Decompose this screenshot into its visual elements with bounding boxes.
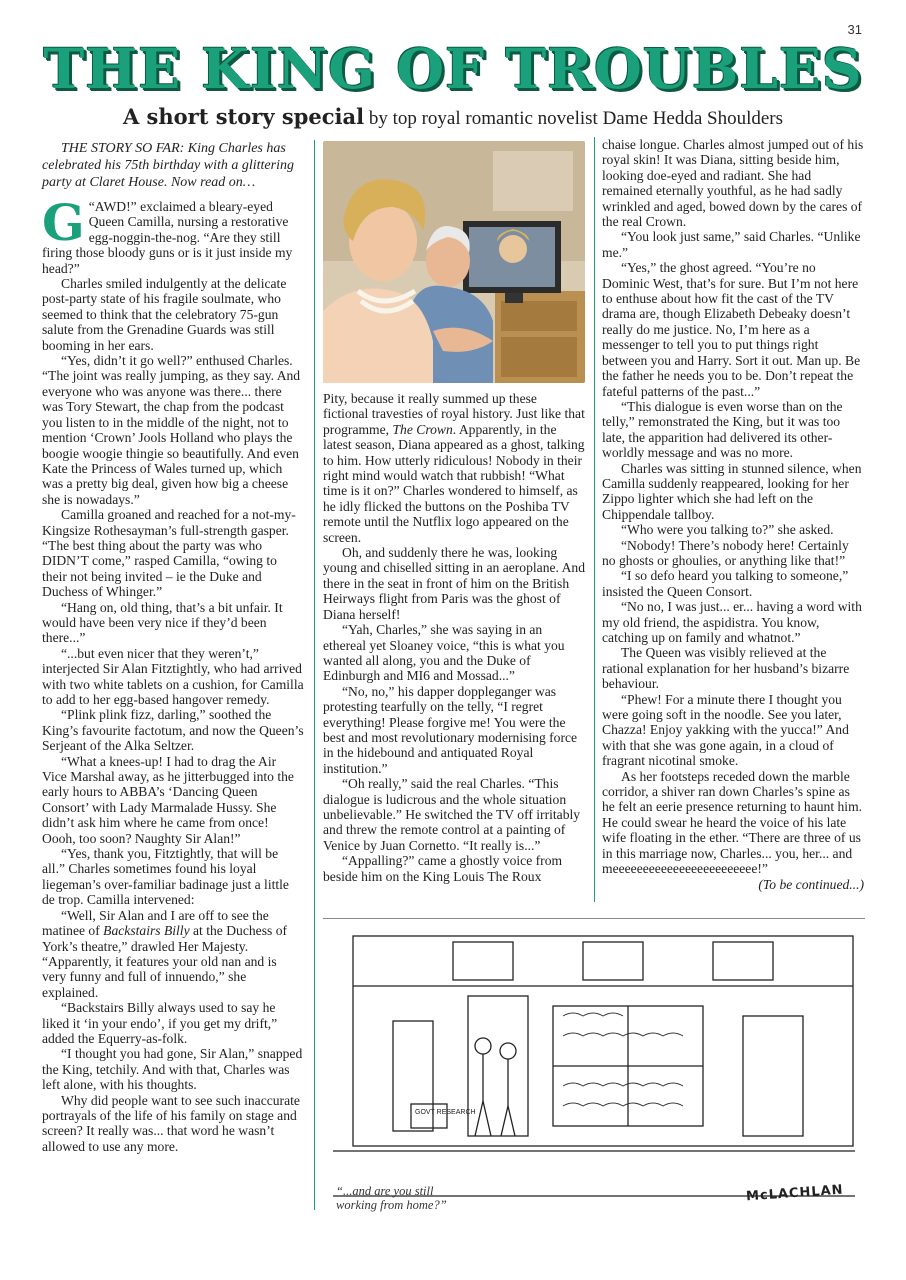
show-title: Backstairs Billy xyxy=(103,923,190,939)
subhead xyxy=(0,106,906,130)
paragraph: “Phew! For a minute there I thought you were going soft in the noodle. See you later, Chazza! Enjoy yakking with the yucca!” And with that she was gone again, in a cloud of fragrant nicotinal smoke. xyxy=(602,691,849,769)
paragraph: “Hang on, old thing, that’s a bit unfair. It would have been very nice if they’d been there...” xyxy=(42,599,283,646)
cartoonist-signature: McLACHLAN xyxy=(745,1182,845,1205)
paragraph: “Appalling?” came a ghostly voice from beside him on the King Louis The Roux xyxy=(323,853,563,884)
page-number: 31 xyxy=(847,22,862,37)
paragraph: “Who were you talking to?” she asked. xyxy=(621,522,834,538)
paragraph: “What a knees-up! I had to drag the Air Vice Marshal away, as he jitterbugged into the early hours to ABBA’s ‘Dancing Queen Consort’ with Lady Marmalade Hussy. She didn’t ask him where he came from once! Oooh, too soon? Naughty Sir Alan!” xyxy=(42,753,294,846)
paragraph: “This dialogue is even worse than on the telly,” remonstrated the King, but it was too late, the apparition had delivered its other-worldly message and was no more. xyxy=(602,398,843,461)
section-divider xyxy=(323,918,865,919)
paragraph: chaise longue. Charles almost jumped out of his royal skin! It was Diana, sitting beside him, looking doe-eyed and radiant. She had remained eternally youthful, as he had sadly wrinkled and aged, bowed down by the cares of the real Crown. xyxy=(602,137,864,230)
cartoon-sign-text: GOVT RESEARCH xyxy=(415,1109,476,1116)
dropcap-quote: “ xyxy=(88,199,95,214)
column-divider xyxy=(594,137,595,902)
paragraph: “Plink plink fizz, darling,” soothed the King’s favourite factotum, and now the Queen’s Serjeant of the Alka Seltzer. xyxy=(42,707,304,754)
headline: THE KING OF TROUBLES xyxy=(43,36,863,101)
opening-paragraph xyxy=(42,193,304,276)
cartoon xyxy=(323,926,865,1216)
column-1 xyxy=(42,140,304,1154)
text: . Apparently, in the latest season, Diana appeared as a ghost, talking to him. How utterly ridiculous! Nobody in their right mind would watch that rubbish! “What time is it on?” Charles wondered to himself, as he idly flicked the buttons on the Poshiba TV remote until the Nutflix logo appeared on the screen. xyxy=(323,421,585,545)
story-intro: THE STORY SO FAR: King Charles has celebrated his 75th birthday with a glittering party at Claret House. Now read on… xyxy=(42,141,294,190)
paragraph: “Yes, thank you, Fitztightly, that will be all.” Charles sometimes found his loyal liegeman’s over-familiar badinage just a little de trop. Camilla intervened: xyxy=(42,846,289,908)
paragraph: Camilla groaned and reached for a not-my-Kingsize Rothesayman’s full-strength gasper. “The best thing about the party was who DIDN’T come,” rasped Camilla, “owing to their not being invited – ie the Duke and Duchess of Whinger.” xyxy=(42,507,296,600)
cartoon-drawing xyxy=(323,926,865,1216)
opening-text: AWD!” exclaimed a bleary-eyed Queen Camilla, nursing a restorative egg-noggin-the-nog. “Are they still firing those bloody guns or is it just inside my head?” xyxy=(42,199,293,276)
to-be-continued: (To be continued...) xyxy=(758,876,864,892)
subhead-lead: A short story special xyxy=(122,104,365,129)
paragraph: “Yes,” the ghost agreed. “You’re no Dominic West, that’s for sure. But I’m not here to enthuse about how fit the cast of the TV drama are, though Elizabeth Debeaky doesn’t really do me justice. No, I’m here as a messenger to tell you to put things right between you and Harry. Sort it out. Man up. Be the father he needs you to be. Don’t repeat the fateful patterns of the past...” xyxy=(602,260,861,399)
paragraph xyxy=(323,391,585,545)
column-3 xyxy=(602,137,864,892)
text: at the Duchess of York’s theatre,” drawled Her Majesty. “Apparently, it features your old nan and is very funny and full of innuendo,” she explained. xyxy=(42,923,288,1000)
text: “Well, Sir Alan and I are off to see the matinee of xyxy=(42,907,269,939)
cartoon-caption: “...and are you still working from home?” xyxy=(336,1184,447,1212)
paragraph: “I thought you had gone, Sir Alan,” snapped the King, tetchily. And with that, Charles was left alone, with his thoughts. xyxy=(42,1046,303,1093)
column-divider xyxy=(314,140,315,1210)
paragraph xyxy=(42,908,304,1000)
paragraph: “Nobody! There’s nobody here! Certainly no ghosts or ghoulies, or anything like that!” xyxy=(602,537,849,568)
paragraph: “I so defo heard you talking to someone,” insisted the Queen Consort. xyxy=(602,568,849,599)
paragraph: “Oh really,” said the real Charles. “This dialogue is ludicrous and the whole situation unbelievable.” He switched the TV off irritably and threw the remote control at a painting of Venice by Juan Cornetto. “It really is...” xyxy=(323,776,581,853)
paragraph: “No, no,” his dapper doppleganger was protesting tearfully on the telly, “I regret everything! Please forgive me! You were the best and most revolutionary modernising force in the hidebound and antiquated Royal institution.” xyxy=(323,683,578,776)
paragraph: “Yah, Charles,” she was saying in an ethereal yet Sloaney voice, “this is what you wanted all along, you and the Duke of Edinburgh and MI6 and Mossad...” xyxy=(323,622,565,684)
illustration-diana-charles xyxy=(323,141,585,383)
paragraph: “No no, I was just... er... having a word with my old friend, the aspidistra. You know, catching up on family and whatnot.” xyxy=(602,599,862,645)
text: Pity, because it really summed up these fictional travesties of royal history. Just like that programme, xyxy=(323,391,585,437)
paragraph: “Backstairs Billy always used to say he liked it ‘in your endo’, if you get my drift,” added the Equerry-as-folk. xyxy=(42,1000,278,1046)
dropcap: G xyxy=(42,193,85,252)
subhead-byline: by top royal romantic novelist Dame Hedda Shoulders xyxy=(364,108,784,129)
paragraph: As her footsteps receded down the marble corridor, a shiver ran down Charles’s spine as he felt an eerie presence returning to haunt him. He could swear he heard the voice of his late wife floating in the ether. “There are three of us in this marriage now, Charles... you, her... and meeeeeeeeeeeeeeeeeeeeeeee!” xyxy=(602,768,863,877)
illustration-drawing xyxy=(323,141,585,383)
paragraph: The Queen was visibly relieved at the rational explanation for her husband’s bizarre behaviour. xyxy=(602,645,850,692)
paragraph: “Yes, didn’t it go well?” enthused Charles. “The joint was really jumping, as they say. And everyone who was anyone was there... there was Tory Stewart, the chap from the podcast you listen to in the middle of the night, not to mention ‘Crown’ Jools Holland who plays the boogie woogie thingie so beautifully. And even Kate the Princess of Wales turned up, which was a pretty big deal, given how big a cheese she is nowadays.” xyxy=(42,353,301,507)
paragraph: “...but even nicer that they weren’t,” interjected Sir Alan Fitztightly, who had arrived with two white tablets on a cushion, for Camilla to add to her egg-based hangover remedy. xyxy=(42,645,304,707)
paragraph: Charles was sitting in stunned silence, when Camilla suddenly reappeared, looking for her Zippo lighter which she had left on the Chippendale tallboy. xyxy=(602,460,862,522)
paragraph: Charles smiled indulgently at the delicate post-party state of his fragile soulmate, who seemed to think that the celebratory 75-gun salute from the Grenadine Guards was still booming in her ears. xyxy=(42,276,287,353)
show-title: The Crown xyxy=(392,421,453,437)
paragraph: “You look just same,” said Charles. “Unlike me.” xyxy=(602,229,861,260)
paragraph: Why did people want to see such inaccurate portrayals of the life of his family on stage and screen? It really was... that word he wasn’t allowed to use any more. xyxy=(42,1092,300,1154)
column-2 xyxy=(323,391,585,884)
paragraph: Oh, and suddenly there he was, looking young and chiselled sitting in an aeroplane. And there in the seat in front of him on the British Heirways flight from Paris was the ghost of Diana herself! xyxy=(323,545,585,622)
